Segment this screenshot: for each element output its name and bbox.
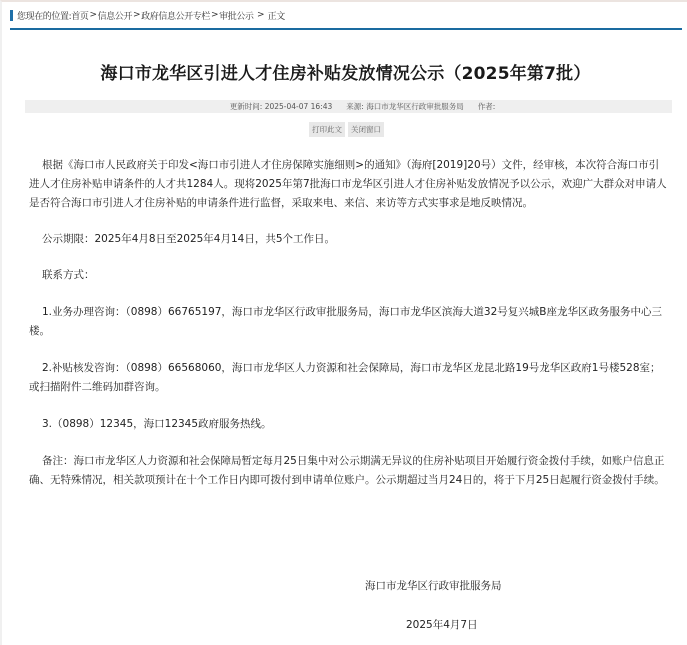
note-paragraph: 备注：海口市龙华区人力资源和社会保障局暂定每月25日集中对公示期满无异议的住房补贴项目开始履行资金拨付手续，如账户信息正确、无特殊情况，相关款项预计在十个工作日内即可拨付到申请单位账户。公示期超过当月24日的，将于下月25日起履行资金拨付手续。 [29, 455, 665, 486]
updated-value: 2025-04-07 16:43 [264, 102, 333, 111]
author [478, 101, 496, 112]
signature-org: 海口市龙华区行政审批服务局 [365, 580, 502, 592]
close-window-button[interactable]: 关闭窗口 [348, 122, 384, 137]
updated-time [230, 101, 333, 112]
article-body [29, 156, 669, 490]
breadcrumb-marker-icon [10, 10, 13, 21]
period-paragraph: 公示期限：2025年4月8日至2025年4月14日，共5个工作日。 [42, 233, 336, 245]
breadcrumb-separator: > [254, 10, 267, 20]
contact-item-1: 1.业务办理咨询：（0898）66765197，海口市龙华区行政审批服务局，海口市龙华区滨海大道32号复兴城B座龙华区政务服务中心三楼。 [29, 306, 662, 337]
breadcrumb-home-link[interactable]: 首页 [71, 11, 89, 22]
breadcrumb-info-public-link[interactable]: 信息公开 [97, 11, 132, 22]
updated-label: 更新时间: [229, 102, 263, 111]
breadcrumb-prefix: 您现在的位置: [17, 11, 72, 22]
breadcrumb-separator: > [89, 10, 97, 20]
source-label: 来源: [346, 102, 364, 111]
breadcrumb-approval-notice-link[interactable]: 审批公示 [219, 11, 254, 22]
breadcrumb [10, 8, 285, 22]
author-label: 作者: [477, 102, 496, 111]
contact-item-3: 3.（0898）12345，海口12345政府服务热线。 [42, 418, 272, 430]
contact-item-2: 2.补贴核发咨询：（0898）66568060，海口市龙华区人力资源和社会保障局，海口市龙华区龙昆北路19号龙华区政府1号楼528室；或扫描附件二维码加群咨询。 [29, 362, 661, 393]
intro-paragraph: 根据《海口市人民政府关于印发<海口市引进人才住房保障实施细则>的通知》（海府[2019]20号）文件，经审核，本次符合海口市引进人才住房补贴申请条件的人才共1284人。现将2025年第7批海口市龙华区引进人才住房补贴发放情况予以公示，欢迎广大群众对申请人是否符合海口市引进人才住房补贴的申请条件进行监督，采取来电、来信、来访等方式实事求是地反映情况。 [29, 159, 667, 209]
article-actions [2, 122, 687, 137]
signature-date: 2025年4月7日 [406, 619, 478, 631]
article-meta-bar [25, 100, 672, 113]
breadcrumb-separator: > [210, 10, 219, 20]
source [346, 101, 463, 112]
header-divider [10, 28, 682, 30]
source-value: 海口市龙华区行政审批服务局 [366, 102, 464, 111]
breadcrumb-current: 正文 [267, 11, 285, 22]
breadcrumb-separator: > [133, 10, 141, 20]
print-button[interactable]: 打印此文 [309, 122, 345, 137]
breadcrumb-gov-info-column-link[interactable]: 政府信息公开专栏 [141, 11, 210, 22]
page-title: 海口市龙华区引进人才住房补贴发放情况公示（2025年第7批） [100, 64, 591, 84]
contact-heading: 联系方式： [42, 269, 95, 281]
